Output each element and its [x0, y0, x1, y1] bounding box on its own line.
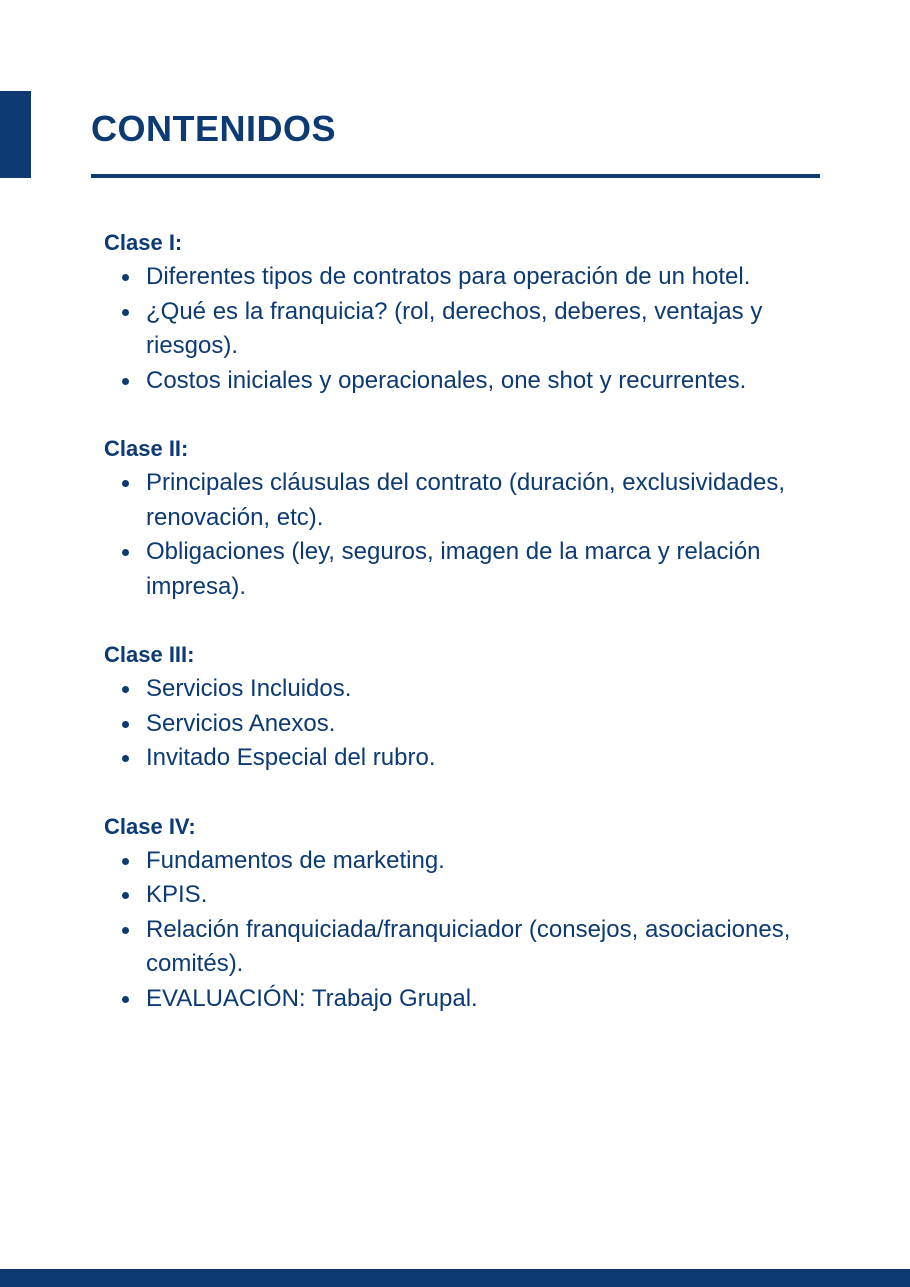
section-clase-2 [104, 432, 804, 604]
bullet-list [104, 844, 804, 1017]
list-item: Fundamentos de marketing. [146, 844, 804, 879]
title-underline [91, 174, 820, 178]
page-title: CONTENIDOS [91, 108, 337, 149]
list-item: KPIS. [146, 878, 804, 913]
section-title: Clase IV: [104, 813, 196, 839]
section-clase-4 [104, 810, 804, 1017]
list-item: Principales cláusulas del contrato (duración, exclusividades, renovación, etc). [146, 466, 804, 535]
section-clase-3 [104, 638, 804, 776]
list-item: Costos iniciales y operacionales, one shot y recurrentes. [146, 364, 804, 399]
list-item: Obligaciones (ley, seguros, imagen de la marca y relación impresa). [146, 535, 804, 604]
section-title: Clase I: [104, 230, 183, 255]
list-item: EVALUACIÓN: Trabajo Grupal. [146, 982, 804, 1017]
left-accent-bar [0, 91, 31, 178]
list-item: Relación franquiciada/franquiciador (consejos, asociaciones, comités). [146, 913, 804, 982]
section-title: Clase III: [104, 642, 195, 667]
list-item: Servicios Anexos. [146, 707, 804, 742]
bottom-footer-bar [0, 1269, 910, 1287]
section-title: Clase II: [104, 436, 189, 461]
list-item: Diferentes tipos de contratos para operación de un hotel. [146, 260, 804, 295]
bullet-list [104, 260, 804, 398]
contents-list [104, 226, 804, 1050]
list-item: Invitado Especial del rubro. [146, 741, 804, 776]
bullet-list [104, 466, 804, 604]
bullet-list [104, 672, 804, 776]
section-clase-1 [104, 226, 804, 398]
list-item: Servicios Incluidos. [146, 672, 804, 707]
list-item: ¿Qué es la franquicia? (rol, derechos, deberes, ventajas y riesgos). [146, 295, 804, 364]
